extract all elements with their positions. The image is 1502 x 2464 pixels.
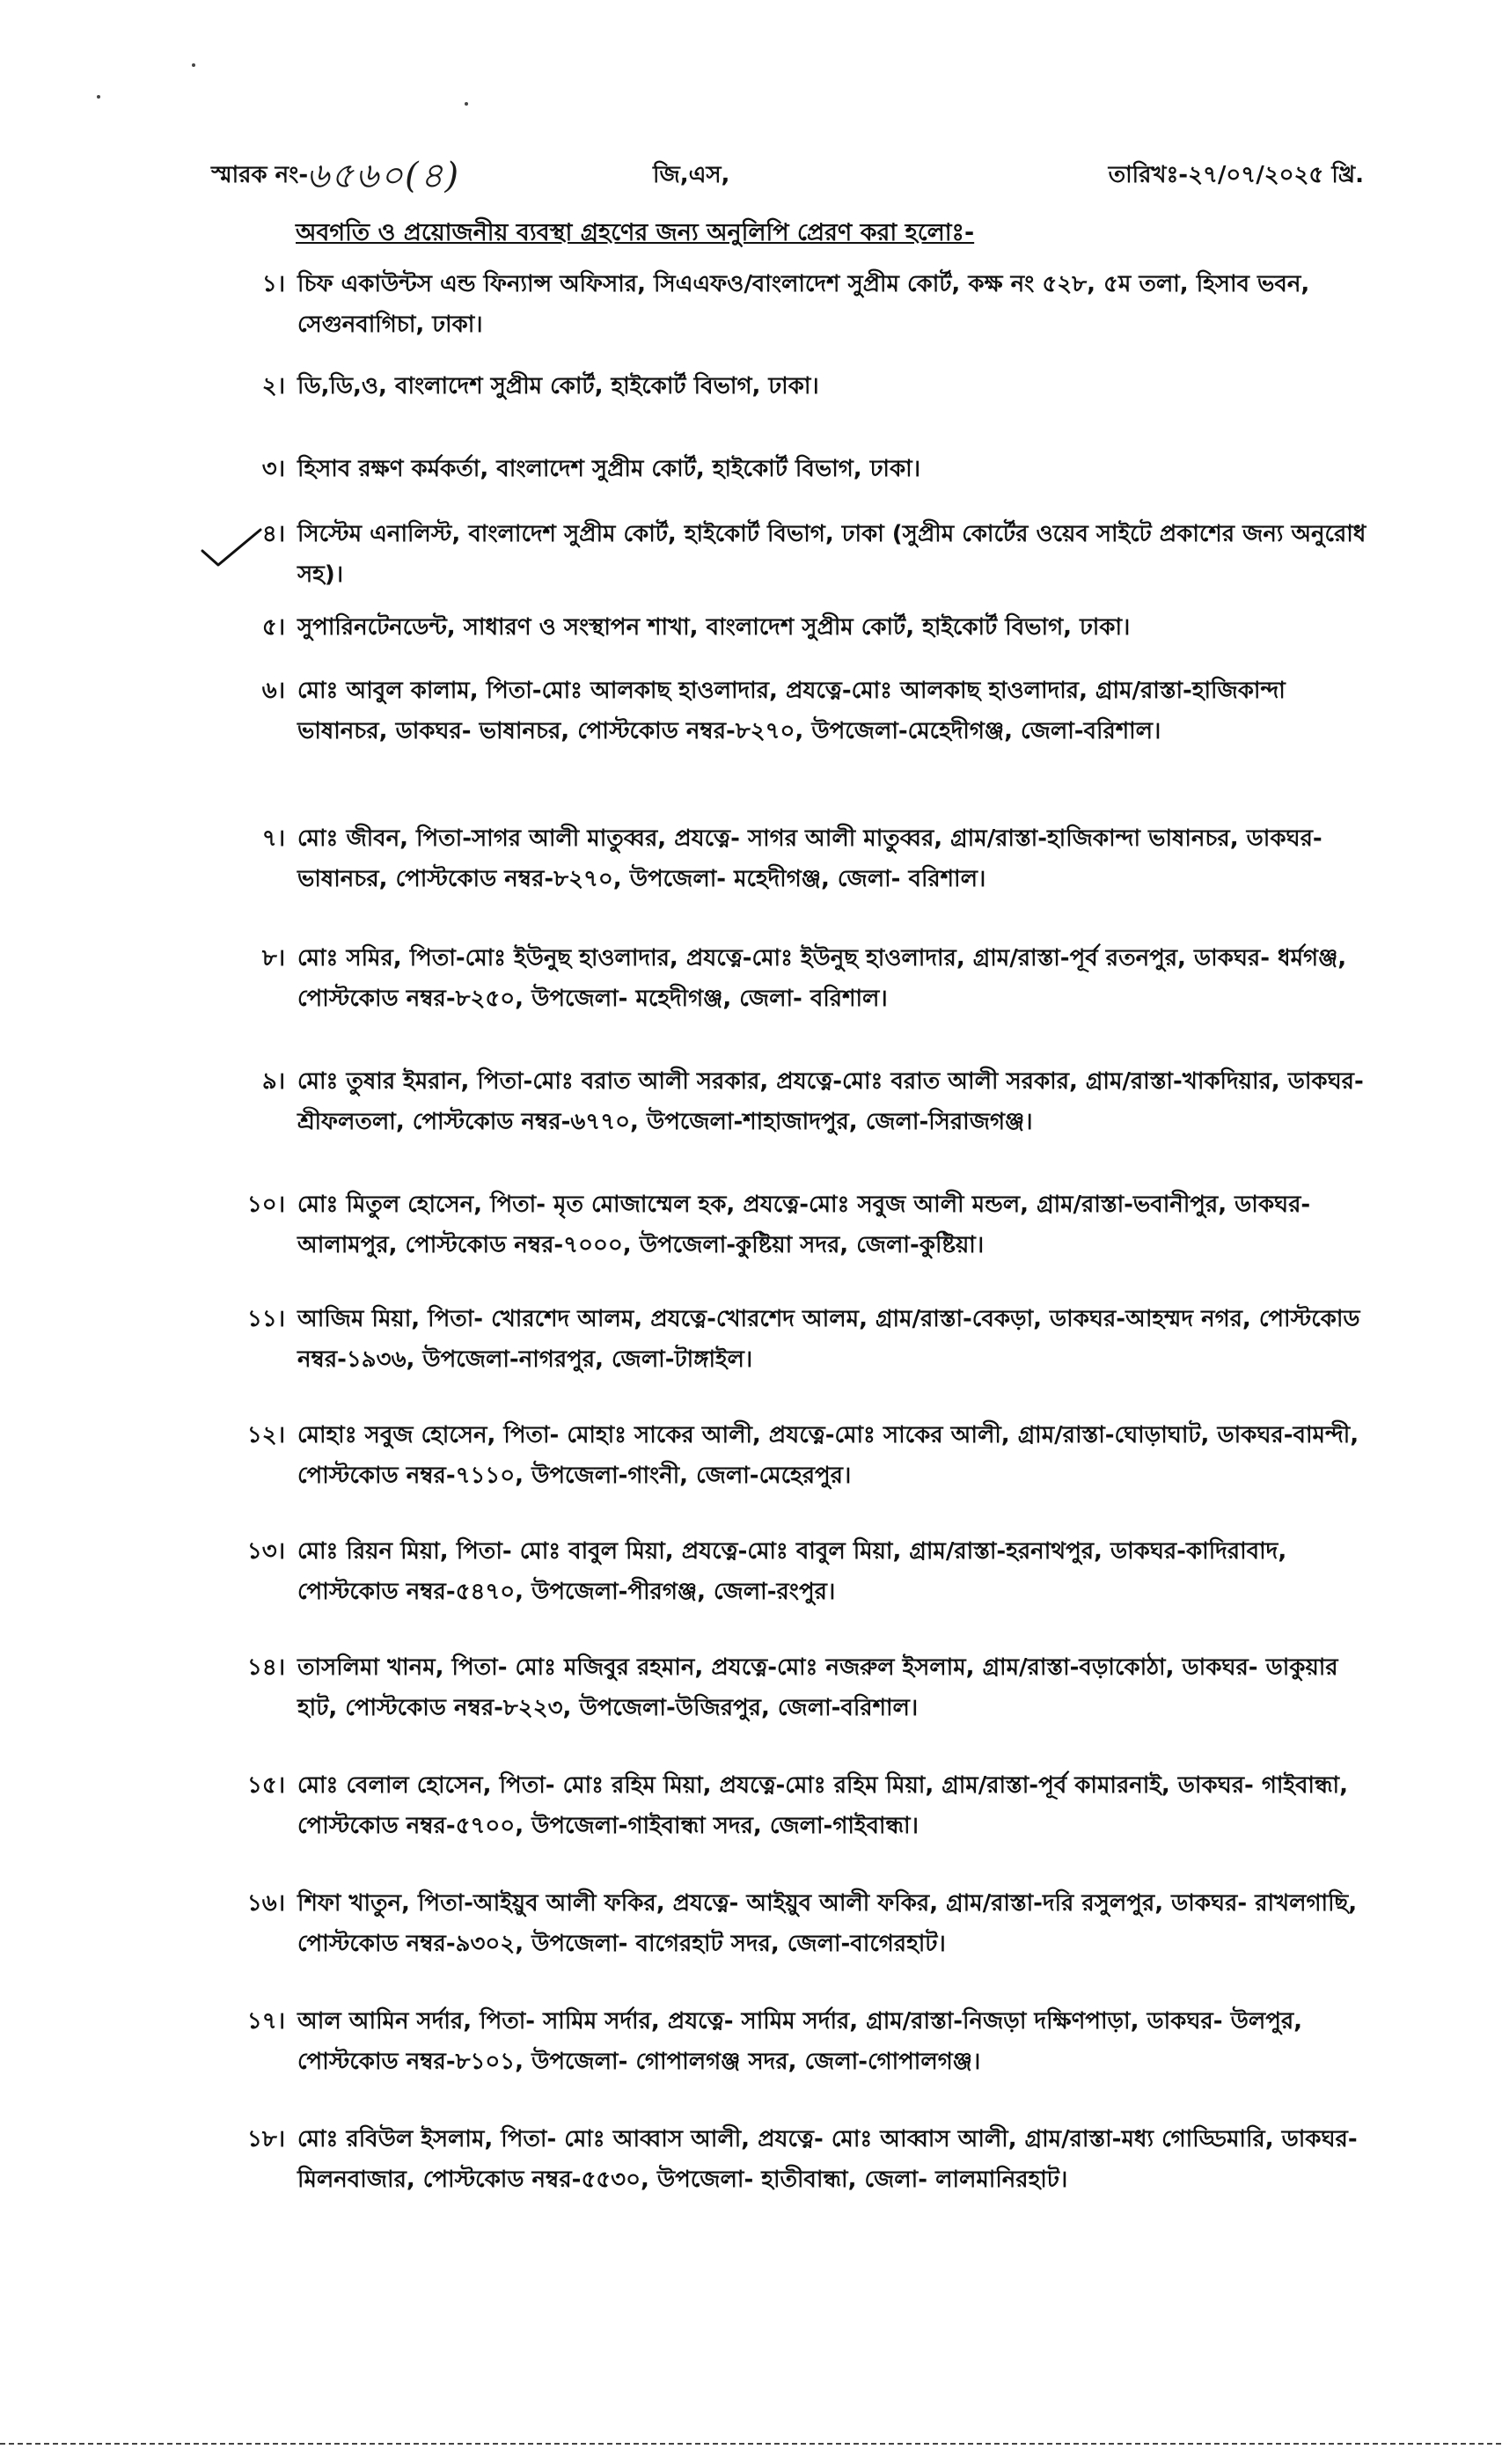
recipient-number: ১৭।: [246, 2008, 285, 2035]
recipient-text: মোহাঃ সবুজ হোসেন, পিতা- মোহাঃ সাকের আলী, প্রযত্নে-মোঃ সাকের আলী, গ্রাম/রাস্তা-ঘোড়াঘাট, ডাকঘর-বামন্দী, পোস্টকোড নম্বর-৭১১০, উপজেলা-গাংনী, জেলা-মেহেরপুর।: [297, 1422, 1359, 1489]
recipient-text: মোঃ মিতুল হোসেন, পিতা- মৃত মোজাম্মেল হক, প্রযত্নে-মোঃ সবুজ আলী মন্ডল, গ্রাম/রাস্তা-ভবানীপুর, ডাকঘর-আলামপুর, পোস্টকোড নম্বর-৭০০০, উপজেলা-কুষ্টিয়া সদর, জেলা-কুষ্টিয়া।: [297, 1192, 1311, 1258]
recipient-text: মোঃ রিয়ন মিয়া, পিতা- মোঃ বাবুল মিয়া, প্রযত্নে-মোঃ বাবুল মিয়া, গ্রাম/রাস্তা-হরনাথপুর, ডাকঘর-কাদিরাবাদ, পোস্টকোড নম্বর-৫৪৭০, উপজেলা-পীরগঞ্জ, জেলা-রংপুর।: [297, 1538, 1287, 1605]
recipient-item: [223, 938, 1367, 1019]
recipient-text: তাসলিমা খানম, পিতা- মোঃ মজিবুর রহমান, প্রযত্নে-মোঃ নজরুল ইসলাম, গ্রাম/রাস্তা-বড়াকোঠা, ডাকঘর- ডাকুয়ার হাট, পোস্টকোড নম্বর-৮২২৩, উপজেলা-উজিরপুর, জেলা-বরিশাল।: [297, 1654, 1338, 1721]
recipient-number: ৩।: [261, 456, 285, 482]
recipient-text: সুপারিনটেনডেন্ট, সাধারণ ও সংস্থাপন শাখা, বাংলাদেশ সুপ্রীম কোর্ট, হাইকোর্ট বিভাগ, ঢাকা।: [297, 614, 1131, 641]
recipient-number: ১৫।: [246, 1772, 285, 1799]
recipient-item: [223, 2001, 1367, 2082]
intro-heading: অবগতি ও প্রয়োজনীয় ব্যবস্থা গ্রহণের জন্য অনুলিপি প্রেরণ করা হলোঃ-: [296, 219, 975, 246]
memo-date: তারিখঃ-২৭/০৭/২০২৫ খ্রি.: [1108, 162, 1364, 188]
recipient-item: [223, 514, 1367, 595]
bottom-edge-line: [0, 2443, 1502, 2445]
recipient-number: ১৮।: [246, 2126, 285, 2152]
recipient-text: সিস্টেম এনালিস্ট, বাংলাদেশ সুপ্রীম কোর্ট, হাইকোর্ট বিভাগ, ঢাকা (সুপ্রীম কোর্টের ওয়েব সাইটে প্রকাশের জন্য অনুরোধ সহ)।: [297, 521, 1366, 588]
scan-speck: [465, 102, 468, 106]
recipient-item: [223, 264, 1367, 345]
recipient-item: [223, 818, 1367, 899]
scan-speck: [192, 63, 195, 67]
recipient-item: [223, 1061, 1367, 1142]
recipient-number: ২।: [261, 373, 285, 400]
recipient-item: [223, 1184, 1367, 1265]
recipient-number: ১৩।: [246, 1538, 285, 1565]
recipient-item: [223, 1531, 1367, 1612]
recipient-text: হিসাব রক্ষণ কর্মকর্তা, বাংলাদেশ সুপ্রীম কোর্ট, হাইকোর্ট বিভাগ, ঢাকা।: [297, 456, 920, 482]
recipient-text: মোঃ বেলাল হোসেন, পিতা- মোঃ রহিম মিয়া, প্রযত্নে-মোঃ রহিম মিয়া, গ্রাম/রাস্তা-পূর্ব কামারনাই, ডাকঘর- গাইবান্ধা, পোস্টকোড নম্বর-৫৭০০, উপজেলা-গাইবান্ধা সদর, জেলা-গাইবান্ধা।: [297, 1772, 1348, 1839]
memo-number-label: স্মারক নং-: [211, 162, 309, 188]
recipient-item: [223, 1765, 1367, 1846]
recipient-number: ১১।: [246, 1306, 285, 1332]
recipient-text: মোঃ আবুল কালাম, পিতা-মোঃ আলকাছ হাওলাদার, প্রযত্নে-মোঃ আলকাছ হাওলাদার, গ্রাম/রাস্তা-হাজিকান্দা ভাষানচর, ডাকঘর- ভাষানচর, পোস্টকোড নম্বর-৮২৭০, উপজেলা-মেহেদীগঞ্জ, জেলা-বরিশাল।: [297, 678, 1286, 744]
recipient-text: মোঃ রবিউল ইসলাম, পিতা- মোঃ আব্বাস আলী, প্রযত্নে- মোঃ আব্বাস আলী, গ্রাম/রাস্তা-মধ্য গোড্ডিমারি, ডাকঘর- মিলনবাজার, পোস্টকোড নম্বর-৫৫৩০, উপজেলা- হাতীবান্ধা, জেলা- লালমানিরহাট।: [297, 2126, 1358, 2193]
recipient-item: [223, 1647, 1367, 1728]
recipient-number: ১২।: [246, 1422, 285, 1448]
recipient-item: [223, 1415, 1367, 1496]
recipient-text: চিফ একাউন্টস এন্ড ফিন্যান্স অফিসার, সিএএফও/বাংলাদেশ সুপ্রীম কোর্ট, কক্ষ নং ৫২৮, ৫ম তলা, হিসাব ভবন, সেগুনবাগিচা, ঢাকা।: [297, 271, 1310, 338]
memo-gs-code: জি,এস,: [653, 162, 730, 188]
recipient-text: ডি,ডি,ও, বাংলাদেশ সুপ্রীম কোর্ট, হাইকোর্ট বিভাগ, ঢাকা।: [297, 373, 819, 400]
recipient-item: [223, 1299, 1367, 1380]
recipient-item: [223, 366, 1367, 407]
recipient-item: [223, 607, 1367, 648]
recipient-text: শিফা খাতুন, পিতা-আইয়ুব আলী ফকির, প্রযত্নে- আইয়ুব আলী ফকির, গ্রাম/রাস্তা-দরি রসুলপুর, ডাকঘর- রাখলগাছি, পোস্টকোড নম্বর-৯৩০২, উপজেলা- বাগেরহাট সদর, জেলা-বাগেরহাট।: [297, 1890, 1358, 1957]
recipient-number: ১৪।: [246, 1654, 285, 1681]
recipient-number: ৯।: [261, 1068, 285, 1095]
recipient-text: মোঃ জীবন, পিতা-সাগর আলী মাতুব্বর, প্রযত্নে- সাগর আলী মাতুব্বর, গ্রাম/রাস্তা-হাজিকান্দা ভাষানচর, ডাকঘর- ভাষানচর, পোস্টকোড নম্বর-৮২৭০, উপজেলা- মহেদীগঞ্জ, জেলা- বরিশাল।: [297, 825, 1322, 892]
recipient-number: ১০।: [246, 1192, 285, 1218]
recipient-number: ৪।: [261, 521, 285, 547]
memo-number-handwritten: ৬৫৬০(৪): [306, 156, 461, 196]
recipient-text: আল আমিন সর্দার, পিতা- সামিম সর্দার, প্রযত্নে- সামিম সর্দার, গ্রাম/রাস্তা-নিজড়া দক্ষিণপাড়া, ডাকঘর- উলপুর, পোস্টকোড নম্বর-৮১০১, উপজেলা- গোপালগঞ্জ সদর, জেলা-গোপালগঞ্জ।: [297, 2008, 1303, 2075]
recipient-number: ৬।: [261, 678, 285, 704]
recipient-number: ৫।: [261, 614, 285, 641]
memo-header: [211, 148, 1364, 201]
recipient-item: [223, 1883, 1367, 1964]
recipient-number: ৮।: [261, 945, 285, 972]
recipient-item: [223, 2119, 1367, 2200]
recipient-number: ১৬।: [246, 1890, 285, 1917]
recipient-item: [223, 449, 1367, 489]
recipient-number: ১।: [261, 271, 285, 297]
recipient-text: মোঃ সমির, পিতা-মোঃ ইউনুছ হাওলাদার, প্রযত্নে-মোঃ ইউনুছ হাওলাদার, গ্রাম/রাস্তা-পূর্ব রতনপুর, ডাকঘর- ধর্মগঞ্জ, পোস্টকোড নম্বর-৮২৫০, উপজেলা- মহেদীগঞ্জ, জেলা- বরিশাল।: [297, 945, 1347, 1012]
recipient-item: [223, 671, 1367, 752]
recipient-text: মোঃ তুষার ইমরান, পিতা-মোঃ বরাত আলী সরকার, প্রযত্নে-মোঃ বরাত আলী সরকার, গ্রাম/রাস্তা-খাকদিয়ার, ডাকঘর-শ্রীফলতলা, পোস্টকোড নম্বর-৬৭৭০, উপজেলা-শাহাজাদপুর, জেলা-সিরাজগঞ্জ।: [297, 1068, 1364, 1135]
scan-speck: [97, 95, 100, 99]
recipient-number: ৭।: [261, 825, 285, 852]
recipient-text: আজিম মিয়া, পিতা- খোরশেদ আলম, প্রযত্নে-খোরশেদ আলম, গ্রাম/রাস্তা-বেকড়া, ডাকঘর-আহম্মদ নগর, পোস্টকোড নম্বর-১৯৩৬, উপজেলা-নাগরপুর, জেলা-টাঙ্গাইল।: [297, 1306, 1360, 1373]
